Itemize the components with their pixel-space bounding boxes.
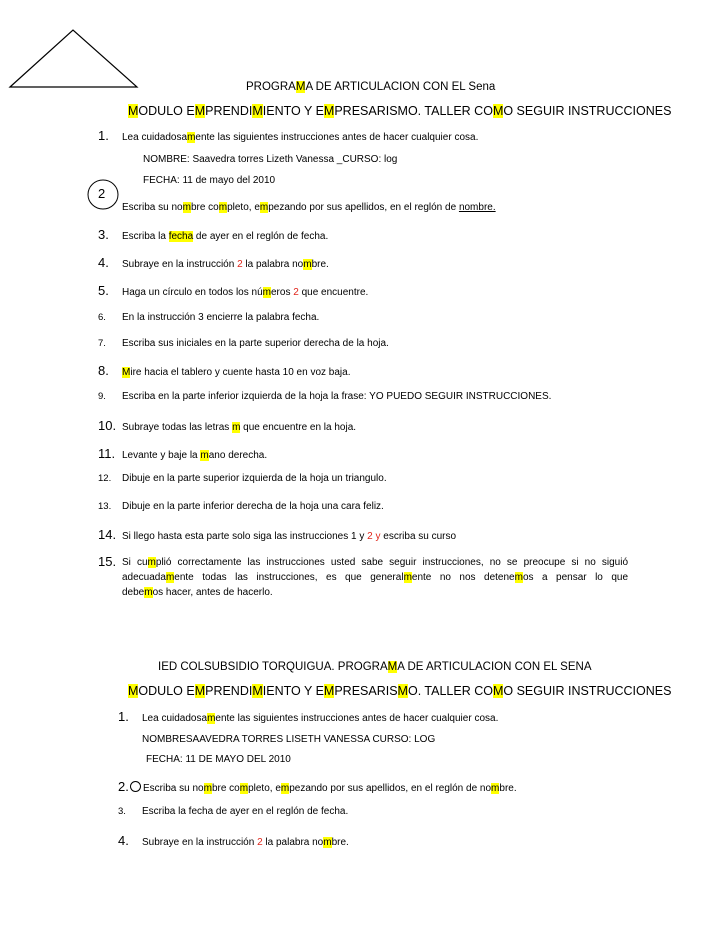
item-number: 14. xyxy=(98,527,117,542)
highlighted-letter: m xyxy=(303,259,312,270)
s1-item-10 xyxy=(98,418,356,433)
text-segment: O SEGUIR INSTRUCCIONES xyxy=(503,684,672,698)
text-segment: Escriba su no xyxy=(143,783,204,794)
highlighted-letter: m xyxy=(182,202,191,213)
highlighted-letter: m xyxy=(239,783,249,794)
highlighted-letter: M xyxy=(252,104,263,118)
s2-item-1 xyxy=(118,709,498,724)
s2-name-line: NOMBRESAAVEDRA TORRES LISETH VANESSA CURSO: LOG xyxy=(142,734,436,745)
text-segment: En la instrucción 3 encierre la palabra fecha. xyxy=(122,312,320,323)
item-number: 10. xyxy=(98,418,117,433)
text-segment: IENTO Y E xyxy=(262,684,324,698)
text-segment: ente las siguientes instrucciones antes de hacer cualquier cosa. xyxy=(215,713,499,724)
item-number: 2. xyxy=(118,779,129,794)
highlighted-letter: m xyxy=(200,450,209,461)
s2-date-line: FECHA: 11 DE MAYO DEL 2010 xyxy=(146,754,291,765)
highlighted-letter: m xyxy=(144,587,153,598)
highlighted-letter: m xyxy=(207,713,216,724)
s1-item-7 xyxy=(98,338,389,349)
s2-item-3 xyxy=(118,806,348,817)
item-text xyxy=(122,259,329,270)
text-segment: Escriba sus iniciales en la parte superior derecha de la hoja. xyxy=(122,338,389,349)
paragraph-line xyxy=(122,585,628,600)
item-number: 8. xyxy=(98,363,109,378)
highlighted-letter: m xyxy=(232,422,241,433)
text-segment: que encuentre. xyxy=(298,287,369,298)
text-segment: PRESARISMO. TALLER CO xyxy=(334,104,493,118)
highlighted-letter: m xyxy=(280,783,290,794)
text-segment: A DE ARTICULACION CON EL Sena xyxy=(305,81,496,93)
item-number: 3. xyxy=(98,227,109,242)
item-number: 1. xyxy=(118,709,129,724)
text-segment: os a pensar lo que xyxy=(522,572,629,583)
highlighted-letter: M xyxy=(492,684,504,698)
text-segment: bre. xyxy=(331,837,349,848)
highlighted-letter: m xyxy=(323,837,332,848)
s1-item-15-number xyxy=(98,554,122,569)
highlighted-letter: M xyxy=(323,684,335,698)
s1-date-line: FECHA: 11 de mayo del 2010 xyxy=(143,175,276,186)
text-segment: la palabra no xyxy=(242,259,304,270)
s1-item-8 xyxy=(98,363,351,378)
item-text xyxy=(122,501,384,512)
highlighted-letter: m xyxy=(259,202,269,213)
text-segment: ire hacia el tablero y cuente hasta 10 en voz baja. xyxy=(130,367,351,378)
text-segment: Escriba en la parte inferior izquierda de la hoja la frase: YO PUEDO SEGUIR INSTRUCCIONES. xyxy=(122,391,552,402)
red-text: 2 xyxy=(293,287,299,298)
item-number: 5. xyxy=(98,283,109,298)
text-segment: bre co xyxy=(211,783,240,794)
highlighted-letter: M xyxy=(252,684,263,698)
highlighted-letter: M xyxy=(397,684,408,698)
text-segment: la palabra no xyxy=(262,837,324,848)
highlighted-letter: M xyxy=(492,104,504,118)
s1-item-6 xyxy=(98,312,319,323)
text-segment: Escriba la fecha de ayer en el reglón de fecha. xyxy=(142,806,349,817)
item-text xyxy=(122,422,356,433)
highlighted-letter: M xyxy=(128,684,139,698)
text-segment: Escriba la xyxy=(122,231,169,242)
text-segment: Subraye en la instrucción xyxy=(122,259,238,270)
item-number: 4. xyxy=(98,255,109,270)
red-text: 2 xyxy=(367,531,373,542)
red-text: 2 xyxy=(237,259,243,270)
item-number: 11. xyxy=(98,446,116,461)
s1-item-2 xyxy=(122,202,496,213)
text-segment: escriba su curso xyxy=(380,531,457,542)
item-number: 9. xyxy=(98,391,106,402)
text-segment: plió correctamente las instrucciones usted sabe seguir instrucciones, no se preocupe si no siguió xyxy=(155,557,629,568)
item-text xyxy=(122,132,478,143)
small-circle-icon xyxy=(130,781,141,792)
s1-item-14 xyxy=(98,527,456,542)
highlighted-letter: fecha xyxy=(168,231,194,242)
red-text: y xyxy=(375,531,381,542)
text-segment: ente todas las instrucciones, es que general xyxy=(174,572,404,583)
item-text xyxy=(142,806,348,817)
text-segment: pezando por sus apellidos, en el reglón de no xyxy=(289,783,492,794)
item-number: 1. xyxy=(98,128,109,143)
item-text xyxy=(122,202,496,213)
text-segment: Subraye en la instrucción xyxy=(142,837,258,848)
highlighted-letter: M xyxy=(194,104,206,118)
item-number: 12. xyxy=(98,473,112,484)
text-segment: eros xyxy=(271,287,294,298)
item-text xyxy=(122,338,389,349)
text-segment: ano derecha. xyxy=(208,450,268,461)
item-number: 4. xyxy=(118,833,129,848)
highlighted-letter: m xyxy=(203,783,212,794)
text-segment: ente no nos detene xyxy=(411,572,515,583)
text-segment: bre. xyxy=(311,259,329,270)
text-segment: IENTO Y E xyxy=(262,104,324,118)
highlighted-letter: m xyxy=(147,557,156,568)
text-segment: adecuada xyxy=(122,572,166,583)
text-segment: Levante y baje la xyxy=(122,450,201,461)
paragraph-line xyxy=(122,570,628,585)
item-number: 15. xyxy=(98,554,117,569)
text-segment: de ayer en el reglón de fecha. xyxy=(193,231,329,242)
item-text xyxy=(142,837,349,848)
text-segment: IED COLSUBSIDIO TORQUIGUA. PROGRA xyxy=(158,661,388,673)
text-segment: debe xyxy=(122,587,145,598)
s1-name-line: NOMBRE: Saavedra torres Lizeth Vanessa _CURSO: log xyxy=(143,154,398,165)
text-segment: pezando por sus apellidos, en el reglón de xyxy=(268,202,459,213)
text-segment: ODULO E xyxy=(138,684,195,698)
highlighted-letter: M xyxy=(295,81,306,93)
text-segment: ODULO E xyxy=(138,104,195,118)
item-text xyxy=(122,473,387,484)
highlighted-letter: m xyxy=(491,783,500,794)
text-segment: os hacer, antes de hacerlo. xyxy=(152,587,273,598)
text-segment: Dibuje en la parte inferior derecha de la hoja una cara feliz. xyxy=(122,501,384,512)
text-segment: O SEGUIR INSTRUCCIONES xyxy=(503,104,672,118)
text-segment: O. TALLER CO xyxy=(407,684,493,698)
circled-number: 2 xyxy=(98,186,106,201)
highlighted-letter: M xyxy=(387,661,398,673)
highlighted-letter: m xyxy=(165,572,175,583)
s1-item-11 xyxy=(98,446,267,461)
item-number: 6. xyxy=(98,312,106,323)
s1-item-13 xyxy=(98,501,384,512)
item-number: 7. xyxy=(98,338,106,349)
highlighted-letter: M xyxy=(128,104,139,118)
item-number: 13. xyxy=(98,501,112,512)
item-text xyxy=(122,367,351,378)
text-segment: Lea cuidadosa xyxy=(122,132,188,143)
highlighted-letter: m xyxy=(218,202,228,213)
highlighted-letter: m xyxy=(262,287,271,298)
underlined-word: nombre. xyxy=(458,202,496,213)
text-segment: PRESARIS xyxy=(334,684,398,698)
text-segment: PRENDI xyxy=(205,684,253,698)
red-text: 2 xyxy=(257,837,263,848)
item-text xyxy=(122,450,267,461)
item-text xyxy=(122,287,368,298)
item-text xyxy=(143,783,517,794)
highlighted-letter: m xyxy=(514,572,523,583)
s1-item-1 xyxy=(98,128,478,143)
highlighted-letter: M xyxy=(323,104,335,118)
paragraph-line xyxy=(122,555,628,570)
s2-item-2 xyxy=(118,779,517,794)
text-segment: bre co xyxy=(190,202,219,213)
text-segment: PRENDI xyxy=(205,104,253,118)
drawn-triangle xyxy=(0,0,150,100)
item-text xyxy=(122,231,328,242)
text-segment: Si llego hasta esta parte solo siga las instrucciones 1 y xyxy=(122,531,368,542)
item-text xyxy=(122,312,319,323)
s1-item-4 xyxy=(98,255,329,270)
item-text xyxy=(142,713,498,724)
item-text xyxy=(122,391,551,402)
text-segment: que encuentre en la hoja. xyxy=(240,422,357,433)
highlighted-letter: M xyxy=(122,367,131,378)
s2-item-4 xyxy=(118,833,349,848)
s1-item-9 xyxy=(98,391,551,402)
s1-item-12 xyxy=(98,473,387,484)
section1-title xyxy=(246,81,495,93)
text-segment: ente las siguientes instrucciones antes de hacer cualquier cosa. xyxy=(195,132,479,143)
text-segment: Lea cuidadosa xyxy=(142,713,208,724)
highlighted-letter: m xyxy=(403,572,412,583)
text-segment: Subraye todas las letras xyxy=(122,422,233,433)
section2-subtitle xyxy=(128,684,671,698)
text-segment: Escriba su no xyxy=(122,202,183,213)
section2-title xyxy=(158,661,592,673)
section1-subtitle xyxy=(128,104,671,118)
text-segment: pleto, e xyxy=(248,783,281,794)
text-segment: PROGRA xyxy=(246,81,296,93)
s1-item-5 xyxy=(98,283,368,298)
text-segment: pleto, e xyxy=(227,202,260,213)
text-segment: Haga un círculo en todos los nú xyxy=(122,287,263,298)
s1-item-15-paragraph xyxy=(122,555,628,600)
text-segment: Si cu xyxy=(122,557,148,568)
highlighted-letter: M xyxy=(194,684,206,698)
text-segment: Dibuje en la parte superior izquierda de la hoja un triangulo. xyxy=(122,473,387,484)
item-number: 3. xyxy=(118,806,126,817)
text-segment: A DE ARTICULACION CON EL SENA xyxy=(397,661,592,673)
item-text xyxy=(122,531,456,542)
s1-item-3 xyxy=(98,227,328,242)
text-segment: bre. xyxy=(499,783,517,794)
highlighted-letter: m xyxy=(187,132,196,143)
